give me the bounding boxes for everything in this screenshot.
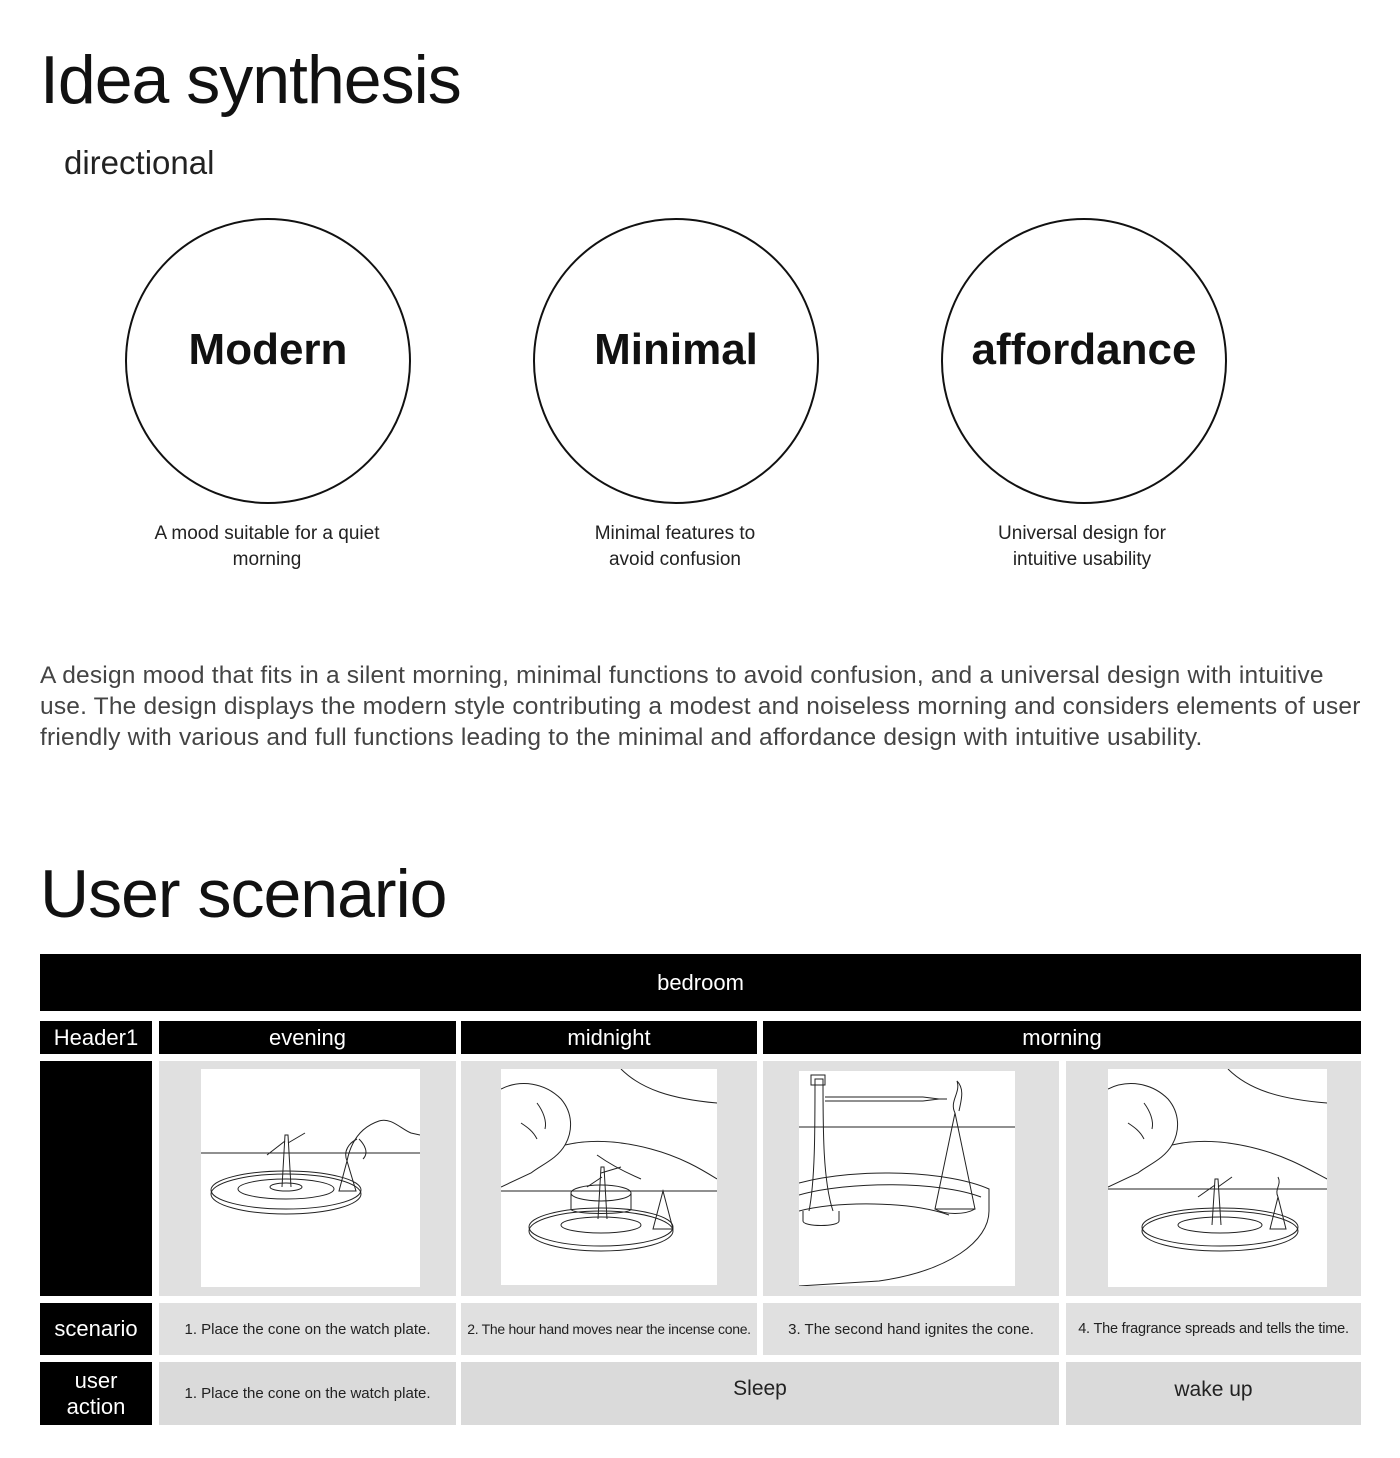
phase-header-morning: morning <box>763 1021 1361 1054</box>
row-label-line: user <box>74 1367 118 1393</box>
row-label-scenario: scenario <box>40 1303 152 1355</box>
illustration-cell <box>159 1061 456 1296</box>
scenario-step-2: 2. The hour hand moves near the incense cone. <box>461 1303 757 1355</box>
scenario-step-4: 4. The fragrance spreads and tells the time. <box>1066 1303 1361 1355</box>
concept-description-line: A mood suitable for a quiet <box>154 523 380 544</box>
illustration-cell <box>763 1061 1059 1296</box>
second-hand-igniting-cone-illustration <box>799 1071 1015 1286</box>
person-waking-fragrance-illustration <box>1108 1069 1327 1287</box>
user-action-evening: 1. Place the cone on the watch plate. <box>159 1362 456 1425</box>
row-label-line: action <box>66 1393 126 1419</box>
concept-description <box>117 521 417 573</box>
concept-circle-affordance <box>941 218 1227 504</box>
concept-label: Modern <box>188 325 348 374</box>
section-subtitle: directional <box>64 144 215 181</box>
hand-placing-cone-illustration <box>201 1069 420 1287</box>
page-title: Idea synthesis <box>40 42 461 118</box>
illustration-cell <box>461 1061 757 1296</box>
phase-header-midnight: midnight <box>461 1021 757 1054</box>
concept-circle-minimal <box>533 218 819 504</box>
concept-description-line: Minimal features to <box>594 523 756 544</box>
concept-label: affordance <box>971 325 1197 374</box>
summary-paragraph: A design mood that fits in a silent morning, minimal functions to avoid confusion, and a universal design with intuitive use. The design displays the modern style contributing a modest and noiseless morning and considers elements of user friendly with various and full functions leading to the minimal and affordance design with intuitive usability. <box>40 662 1361 751</box>
phase-header-evening: evening <box>159 1021 456 1054</box>
user-action-wake-up: wake up <box>1066 1362 1361 1425</box>
concept-description-line: Universal design for <box>998 523 1166 544</box>
location-header: bedroom <box>40 954 1361 1011</box>
header-label-cell: Header1 <box>40 1021 152 1054</box>
section-title-user-scenario: User scenario <box>40 856 447 932</box>
scenario-step-1: 1. Place the cone on the watch plate. <box>159 1303 456 1355</box>
concept-label: Minimal <box>594 325 758 374</box>
image-row-label-cell <box>40 1061 152 1296</box>
row-label-user-action <box>40 1362 152 1425</box>
scenario-step-3: 3. The second hand ignites the cone. <box>763 1303 1059 1355</box>
user-action-sleep: Sleep <box>461 1362 1059 1425</box>
concept-description <box>932 521 1232 573</box>
illustration-cell <box>1066 1061 1361 1296</box>
concept-description-line: avoid confusion <box>608 549 742 570</box>
concept-circle-modern <box>125 218 411 504</box>
sleeping-person-clock-illustration <box>501 1069 717 1285</box>
concept-description <box>525 521 825 573</box>
concept-description-line: morning <box>232 549 302 570</box>
concept-description-line: intuitive usability <box>1012 549 1152 570</box>
